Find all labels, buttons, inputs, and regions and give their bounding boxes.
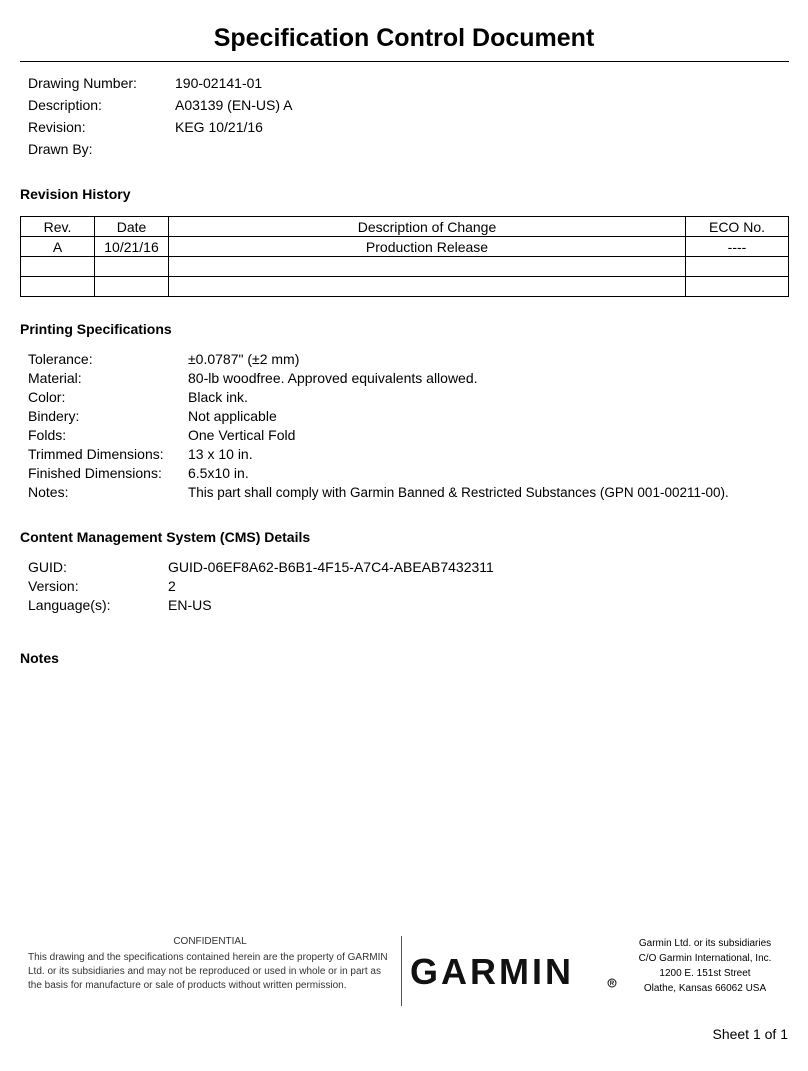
table-cell [686,277,789,297]
revision-label: Revision: [28,119,86,135]
title-divider [20,61,789,62]
printing-specifications-heading: Printing Specifications [20,321,172,337]
languages-label: Language(s): [28,597,111,613]
registered-r-glyph [611,981,614,985]
guid-label: GUID: [28,559,67,575]
drawing-number-label: Drawing Number: [28,75,137,91]
version-label: Version: [28,578,79,594]
table-cell: A [21,237,95,257]
table-cell [95,277,169,297]
table-cell [95,257,169,277]
finished-dimensions-value: 6.5x10 in. [188,465,249,481]
address-line: Olathe, Kansas 66062 USA [643,983,767,994]
description-value: A03139 (EN-US) A [175,97,293,113]
sheet-number: Sheet 1 of 1 [712,1026,788,1042]
logo-text: GARMIN [410,951,574,990]
finished-dimensions-label: Finished Dimensions: [28,465,162,481]
table-row [21,237,789,257]
color-label: Color: [28,389,66,405]
address-line: 1200 E. 151st Street [659,968,751,979]
description-label: Description: [28,97,102,113]
tolerance-value: ±0.0787" (±2 mm) [188,351,300,367]
table-cell [21,277,95,297]
tolerance-label: Tolerance: [28,351,93,367]
table-cell [686,257,789,277]
table-cell: ---- [686,237,789,257]
address-line: Garmin Ltd. or its subsidiaries [638,938,772,949]
cms-details-heading: Content Management System (CMS) Details [20,529,311,545]
folds-label: Folds: [28,427,67,443]
drawing-number-value: 190-02141-01 [175,75,263,91]
folds-value: One Vertical Fold [188,427,296,443]
table-header-row [21,217,789,237]
trimmed-dimensions-value: 13 x 10 in. [188,446,253,462]
footer-divider [401,936,402,1006]
revision-value: KEG 10/21/16 [175,119,263,135]
material-label: Material: [28,370,82,386]
column-header-date: Date [95,217,169,237]
table-cell: 10/21/16 [95,237,169,257]
notes-label: Notes: [28,484,69,500]
column-header-eco: ECO No. [686,217,789,237]
version-value: 2 [168,578,176,594]
drawn-by-label: Drawn By: [28,141,93,157]
bindery-value: Not applicable [188,408,277,424]
table-cell: Production Release [169,237,686,257]
column-header-rev: Rev. [21,217,95,237]
address-line: C/O Garmin International, Inc. [638,953,772,964]
table-cell [21,257,95,277]
table-row [21,257,789,277]
notes-value: This part shall comply with Garmin Banned & Restricted Substances (GPN 001-00211-00). [188,485,729,500]
table-row [21,277,789,297]
languages-value: EN-US [168,597,212,613]
company-address [626,936,784,996]
column-header-description: Description of Change [169,217,686,237]
guid-value: GUID-06EF8A62-B6B1-4F15-A7C4-ABEAB7432311 [168,559,494,575]
bindery-label: Bindery: [28,408,80,424]
confidential-notice: This drawing and the specifications contained herein are the property of GARMIN Ltd. or its subsidiaries and may not be reproduced or used in whole or in part as the basis for manufacture or sale of products without written permission. [28,952,388,991]
revision-history-table [20,216,789,297]
material-value: 80-lb woodfree. Approved equivalents allowed. [188,370,478,386]
confidential-label: CONFIDENTIAL [173,936,247,947]
document-title: Specification Control Document [213,24,595,52]
trimmed-dimensions-label: Trimmed Dimensions: [28,446,164,462]
table-cell [169,257,686,277]
garmin-logo [408,950,618,990]
notes-heading: Notes [20,650,59,666]
table-cell [169,277,686,297]
color-value: Black ink. [188,389,248,405]
revision-history-heading: Revision History [20,186,131,202]
